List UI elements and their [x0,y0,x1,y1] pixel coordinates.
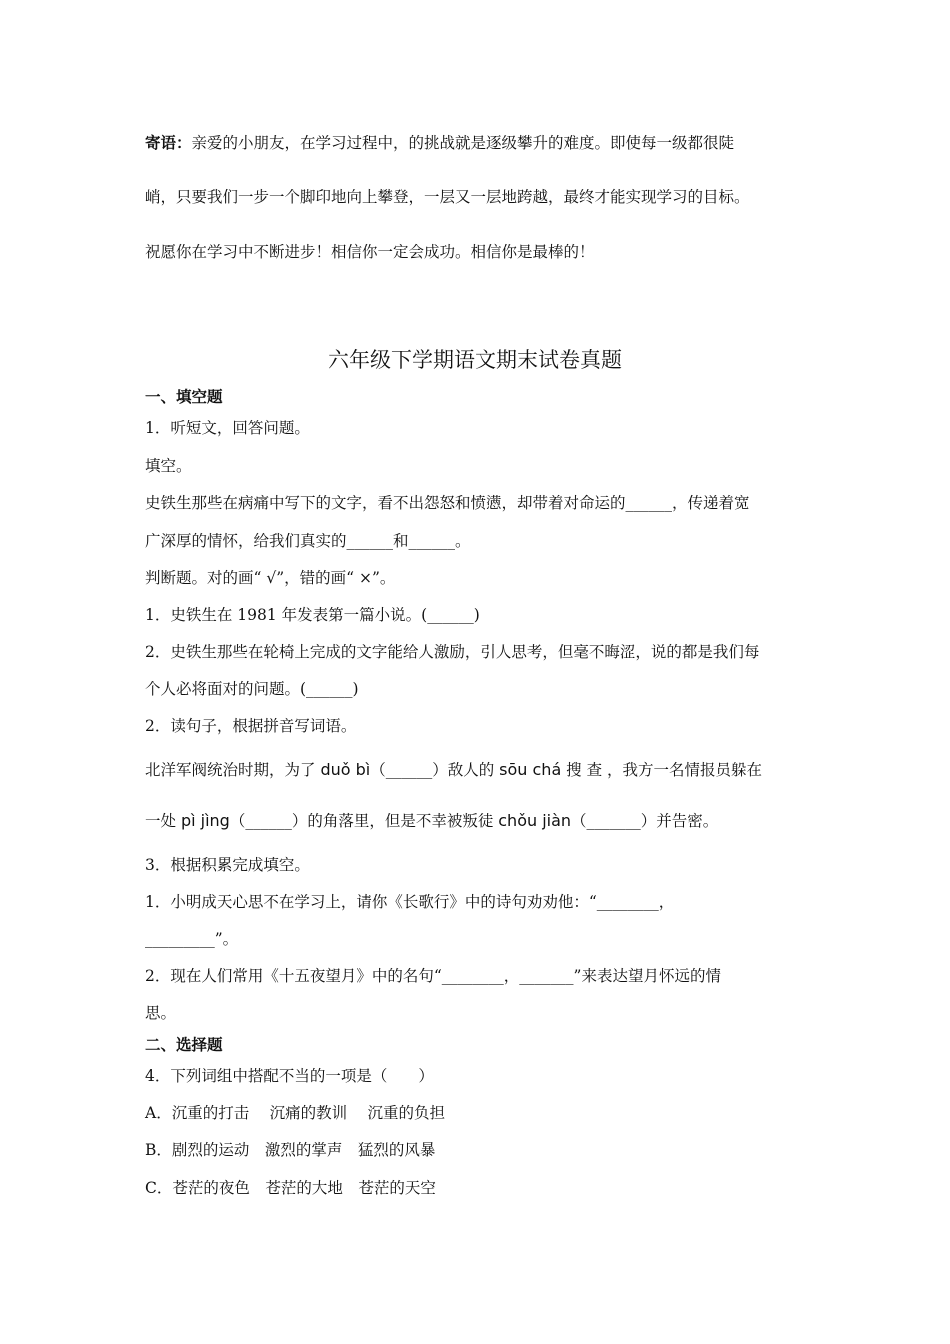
section-heading-choice: 二、选择题 [145,1035,223,1054]
q1-fill-line-1: 史铁生那些在病痛中写下的文字，看不出怨怒和愤懑，却带着对命运的______，传递着宽 [145,494,750,512]
preface-text-1: 亲爱的小朋友，在学习过程中，的挑战就是逐级攀升的难度。即使每一级都很陡 [191,134,735,152]
q1-fill-line-2: 广深厚的情怀，给我们真实的______和______。 [145,532,471,550]
q1-fill-label: 填空。 [145,457,192,475]
q1-judge-item-1: 1．史铁生在 1981 年发表第一篇小说。(______) [145,606,480,624]
q3-stem: 3．根据积累完成填空。 [145,856,310,874]
q2-text: 一处 [145,812,181,830]
q2-sentence-line-2 [145,811,718,831]
q4-option-b: B．剧烈的运动 激烈的掌声 猛烈的风暴 [145,1141,436,1159]
q3-item-2-line-1: 2．现在人们常用《十五夜望月》中的名句“________，_______”来表达望月怀远的情 [145,967,721,985]
q1-judge-item-2-line-1: 2．史铁生那些在轮椅上完成的文字能给人激励，引人思考，但毫不晦涩，说的都是我们每 [145,643,760,661]
q2-text: 北洋军阀统治时期，为了 [145,761,321,779]
q2-text: （______）的角落里，但是不幸被叛徒 [229,812,499,830]
preface-line-2: 峭，只要我们一步一个脚印地向上攀登，一层又一层地跨越，最终才能实现学习的目标。 [145,188,750,206]
q4-option-c: C．苍茫的夜色 苍茫的大地 苍茫的天空 [145,1179,436,1197]
pinyin-choujian: chǒu jiàn [498,811,572,830]
q3-item-1-line-1: 1．小明成天心思不在学习上，请你《长歌行》中的诗句劝劝他：“________， [145,893,675,911]
pinyin-duobi: duǒ bì [320,760,371,779]
q1-judge-label: 判断题。对的画“ √”，错的画“ ×”。 [145,569,396,587]
section-heading-fill: 一、填空题 [145,387,223,406]
pinyin-souchá: sōu chá [499,760,562,779]
preface-line-3: 祝愿你在学习中不断进步！相信你一定会成功。相信你是最棒的！ [145,243,595,261]
q2-sentence-line-1 [145,760,762,780]
q2-stem: 2．读句子，根据拼音写词语。 [145,717,357,735]
pinyin-pijing: pì jìng [180,811,230,830]
q2-text: （______）敌人的 [370,761,500,779]
q2-text: （_______）并告密。 [571,812,719,830]
q3-item-2-line-2: 思。 [145,1004,177,1022]
q3-item-1-line-2: _________”。 [145,930,239,948]
q1-stem: 1．听短文，回答问题。 [145,419,310,437]
preface-line-1 [145,133,734,153]
q4-option-a: A．沉重的打击 沉痛的教训 沉重的负担 [145,1104,446,1122]
q4-stem: 4．下列词组中搭配不当的一项是（ ） [145,1067,434,1085]
preface-label: 寄语： [145,133,192,152]
q2-text: 搜 查 ，我方一名情报员躲在 [561,761,763,779]
page-title: 六年级下学期语文期末试卷真题 [328,348,622,372]
q1-judge-item-2-line-2: 个人必将面对的问题。(______) [145,680,359,698]
